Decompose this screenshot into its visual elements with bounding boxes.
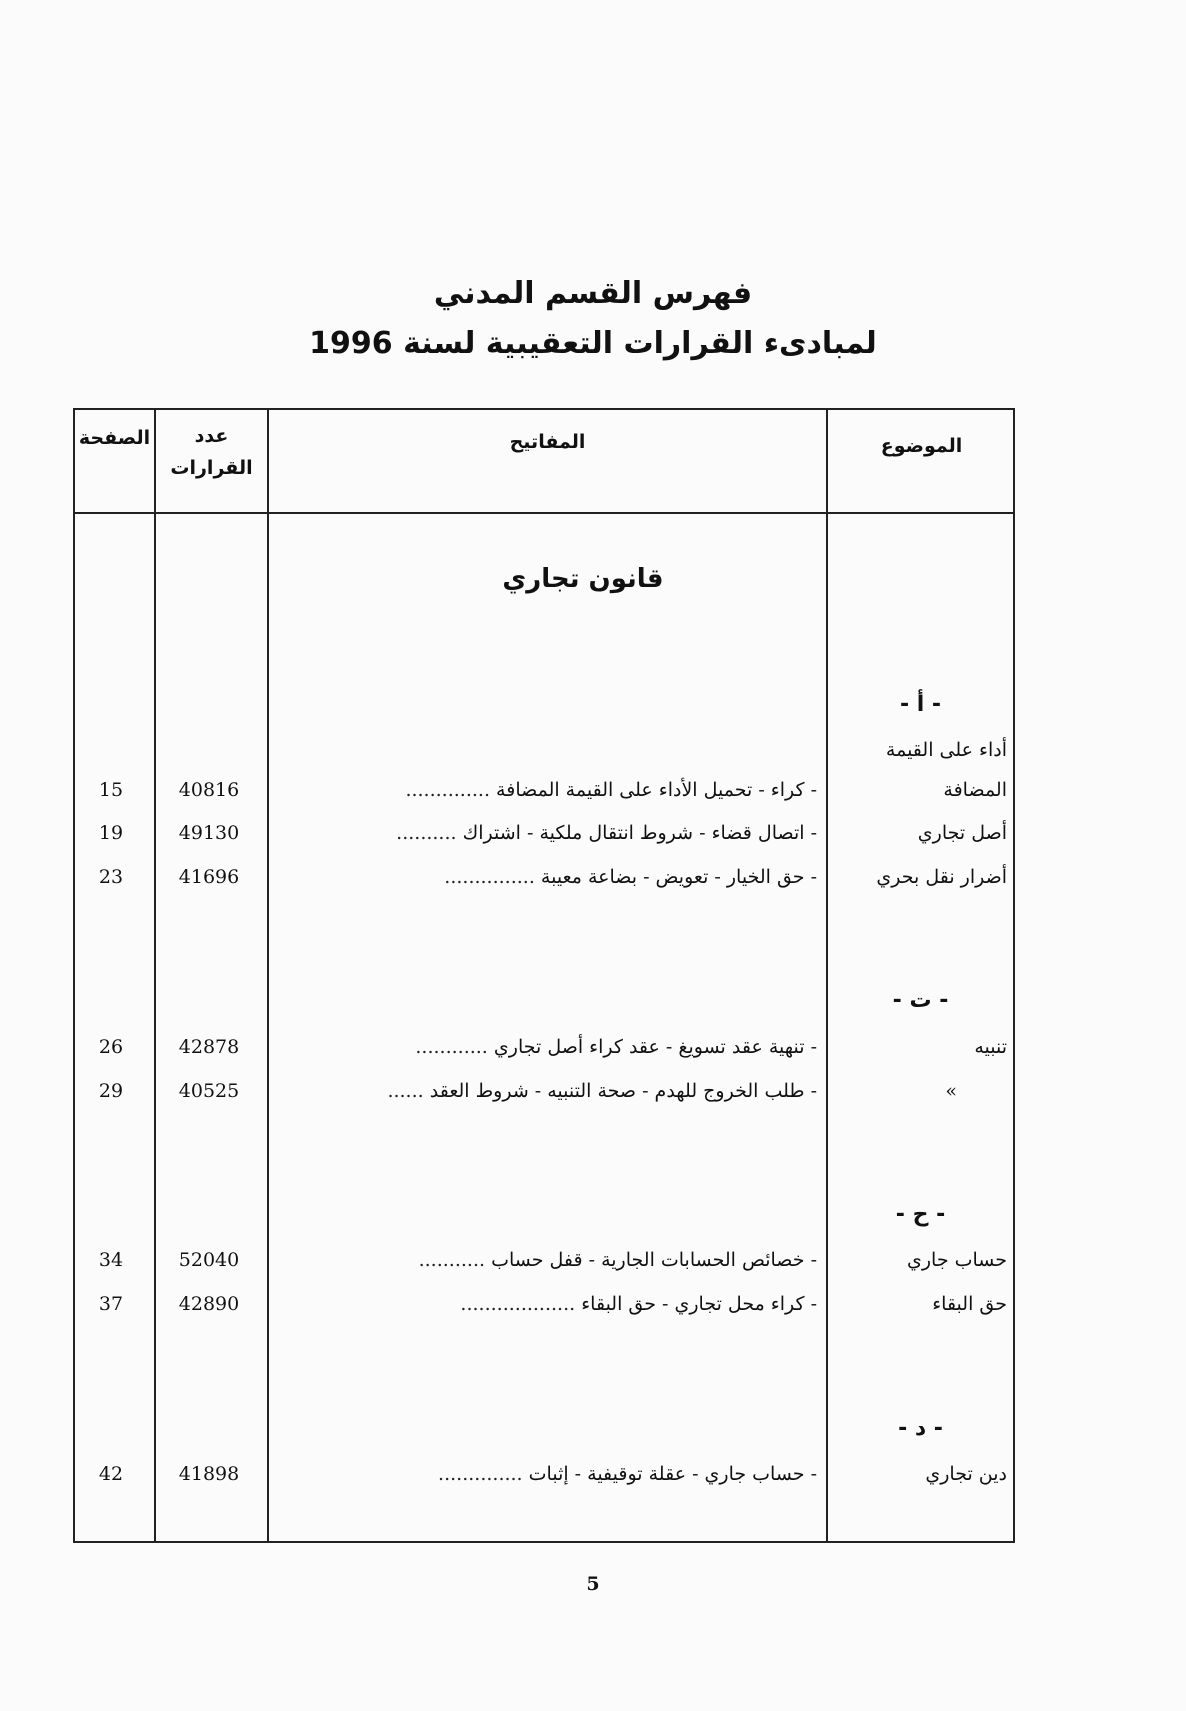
header-count-line1: عدد bbox=[194, 425, 229, 447]
index-title: فهرس القسم المدني bbox=[433, 276, 753, 311]
row-topic: حساب جاري bbox=[907, 1249, 1007, 1271]
header-count-line2: القرارات bbox=[170, 457, 253, 479]
row-topic: أضرار نقل بحري bbox=[876, 866, 1007, 888]
row-count: 52040 bbox=[178, 1249, 240, 1271]
table-row bbox=[75, 816, 1015, 850]
page-number: 5 bbox=[586, 1573, 600, 1595]
table-row bbox=[75, 1457, 1015, 1491]
row-keys bbox=[269, 1287, 817, 1321]
row-count: 42878 bbox=[178, 1036, 240, 1058]
leader-dots: .............. bbox=[438, 1463, 523, 1485]
header-topic: الموضوع bbox=[880, 435, 963, 457]
leader-dots: .......... bbox=[396, 822, 457, 844]
row-page: 37 bbox=[98, 1293, 124, 1315]
header-page: الصفحة bbox=[78, 427, 151, 449]
row-count: 40816 bbox=[178, 779, 240, 801]
row-keys-text: - تنهية عقد تسويغ - عقد كراء أصل تجاري bbox=[493, 1036, 817, 1058]
topic-prefix: أداء على القيمة bbox=[885, 739, 1007, 761]
row-keys bbox=[269, 860, 817, 894]
row-count: 49130 bbox=[178, 822, 240, 844]
row-topic: دين تجاري bbox=[925, 1463, 1007, 1485]
table-row bbox=[75, 1030, 1015, 1064]
row-page: 15 bbox=[98, 779, 124, 801]
row-page: 23 bbox=[98, 866, 124, 888]
row-page: 29 bbox=[98, 1080, 124, 1102]
row-count: 41898 bbox=[178, 1463, 240, 1485]
row-topic: تنبيه bbox=[974, 1036, 1007, 1058]
row-keys-text: - كراء محل تجاري - حق البقاء bbox=[581, 1293, 817, 1315]
column-divider bbox=[154, 410, 156, 1541]
section-title: قانون تجاري bbox=[502, 564, 664, 594]
row-keys bbox=[269, 1074, 817, 1108]
row-keys-text: - حق الخيار - تعويض - بضاعة معيبة bbox=[540, 866, 817, 888]
table-row bbox=[75, 1074, 1015, 1108]
row-keys bbox=[269, 1243, 817, 1277]
index-subtitle: لمبادىء القرارات التعقيبية لسنة 1996 bbox=[309, 326, 877, 361]
leader-dots: ............ bbox=[415, 1036, 488, 1058]
group-letter: - ح - bbox=[895, 1202, 946, 1227]
leader-dots: ........... bbox=[418, 1249, 486, 1271]
row-topic: أصل تجاري bbox=[917, 822, 1007, 844]
row-keys bbox=[269, 816, 817, 850]
row-keys bbox=[269, 773, 817, 807]
row-keys-text: - اتصال قضاء - شروط انتقال ملكية - اشتراك bbox=[462, 822, 817, 844]
row-keys-text: - كراء - تحميل الأداء على القيمة المضافة bbox=[496, 779, 817, 801]
group-letter: - ت - bbox=[892, 988, 949, 1013]
row-keys-text: - خصائص الحسابات الجارية - قفل حساب bbox=[491, 1249, 817, 1271]
header-divider bbox=[75, 512, 1013, 514]
row-keys bbox=[269, 1030, 817, 1064]
table-row bbox=[75, 1287, 1015, 1321]
leader-dots: ............... bbox=[444, 866, 535, 888]
row-topic: حق البقاء bbox=[932, 1293, 1007, 1315]
row-count: 41696 bbox=[178, 866, 240, 888]
table-row bbox=[75, 773, 1015, 807]
table-row bbox=[75, 1243, 1015, 1277]
row-page: 19 bbox=[98, 822, 124, 844]
leader-dots: ...... bbox=[387, 1080, 424, 1102]
group-letter: - د - bbox=[898, 1416, 943, 1441]
index-table bbox=[73, 408, 1015, 1543]
header-keys: المفاتيح bbox=[509, 431, 586, 453]
row-keys bbox=[269, 1457, 817, 1491]
row-keys-text: - حساب جاري - عقلة توقيفية - إثبات bbox=[528, 1463, 817, 1485]
header-count bbox=[156, 420, 267, 484]
leader-dots: .............. bbox=[405, 779, 490, 801]
row-count: 42890 bbox=[178, 1293, 240, 1315]
row-count: 40525 bbox=[178, 1080, 240, 1102]
group-letter: - أ - bbox=[899, 692, 942, 717]
row-page: 42 bbox=[98, 1463, 124, 1485]
row-keys-text: - طلب الخروج للهدم - صحة التنبيه - شروط العقد bbox=[429, 1080, 817, 1102]
row-topic-ditto: » bbox=[945, 1080, 957, 1102]
leader-dots: ................... bbox=[460, 1293, 576, 1315]
row-page: 34 bbox=[98, 1249, 124, 1271]
table-row bbox=[75, 860, 1015, 894]
row-page: 26 bbox=[98, 1036, 124, 1058]
row-topic: المضافة bbox=[943, 779, 1007, 801]
